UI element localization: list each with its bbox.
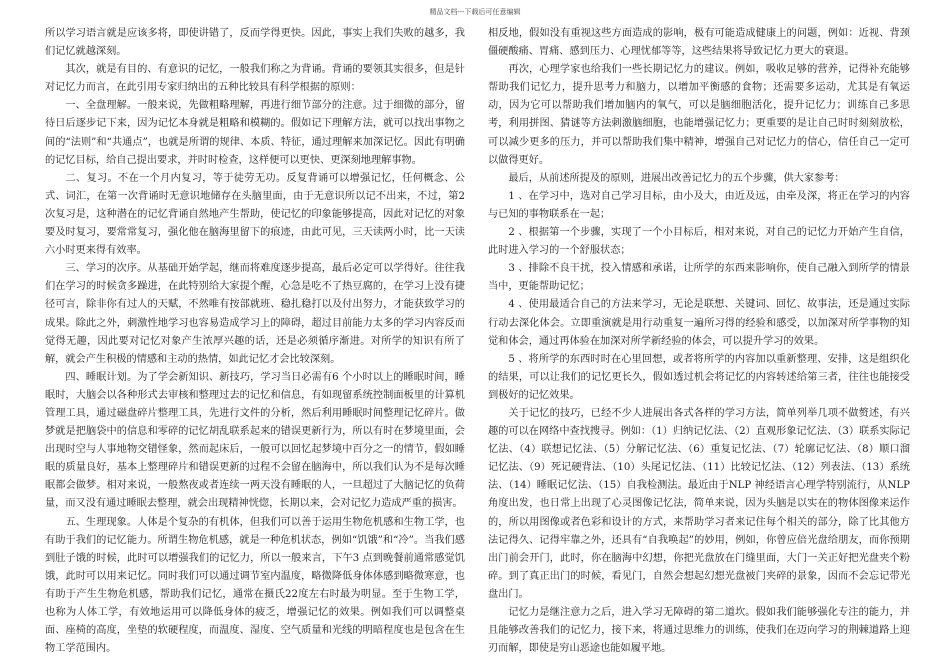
paragraph: 所以学习语言就是应该多将，即使讲错了，反而学得更快。因此，事实上我们失败的越多，我们记忆就越深刻。 — [45, 28, 465, 58]
left-column — [45, 25, 465, 658]
paragraph: 四、睡眠计划。为了学会新知识、新技巧，学习当日必需有6 个小时以上的睡眠时间，睡眠时，大脑会以各种形式去审核和整理过去的记忆和信息，有如现留系统控制面板里的计算机管理工具，通过磁盘碎片整理工具，先进行文件的分析，然后利用睡眠时间整理记忆碎片。做梦就是把脑袋中的信息和零碎的记忆胡乱联系起来的错误更新行为，所以有时在梦境里面，会出现时空与人事地物交错怪象，然而起床后，一般可以回忆起梦境中百分之一的情节，假如睡眠的质量良好，基本上整理碎片和错误更新的过程不会留在脑海中，所以我们认为不是每次睡眠都会做梦。相对来说，一般熬夜或者连续一两天没有睡眠的人，一旦超过了大脑记忆的负荷量，而又没有通过睡眠去整理，就会出现精神恍惚，长期以来，会对记忆力造成严重的损害。 — [45, 371, 465, 510]
right-column — [488, 25, 910, 658]
list-item: 2 、根据第一个步骤，实现了一个小目标后，相对来说，对自己的记忆力开始产生自信，此时进入学习的一个舒服状态； — [488, 227, 910, 257]
list-item: 4 、使用最适合自己的方法来学习，无论是联想、关键词、回忆、故事法，还是通过实际行动去深化体会。立即重演就是用行动重复一遍所习得的经验和感受，以加深对所学事物的知觉和体会，通过再体验在加深对所学新经验的体会，可以提升学习的效果。 — [488, 299, 910, 347]
paragraph: 一、全盘理解。一般来说，先做粗略理解，再进行细节部分的注意。过于细微的部分，留待日后逐步记下来，因为记忆本身就是粗略和模糊的。假如记下理解方法，就可以找出事物之间的“法则”和“共通点”，也就是所谓的规律、本质、特征，通过理解来加深记忆。因此有明确的记忆目标，给自己提出要求，并时时检查，这样便可以更快、更深刻地理解事物。 — [45, 100, 465, 166]
list-item: 3 、排除不良干扰，投入情感和承诺，让所学的东西来影响你，使自己融入到所学的情景当中，更能帮助记忆； — [488, 263, 910, 293]
paragraph: 关于记忆的技巧，已经不少人进展出各式各样的学习方法，简单列举几项不做赘述，有兴趣的可以在网络中查找搜寻。例如：（1）归纳记忆法、（2）直观形象记忆法、（3）联系实际记忆法、（4）联想记忆法、（5）分解记忆法、（6）重复记忆法、（7）轮廓记忆法、（8）顺口溜记忆法、（9）死记硬背法、（10）头尾记忆法、（11）比较记忆法、（12）列表法、（13）系统法、（14）睡眠记忆法、（15）自我检测法。最近由于NLP 神经语言心理学特别流行，从NLP 角度出发，也日常上出现了心灵图像记忆法，简单来说，因为头脑是以实在的物体图像来运作的，所以用图像或者色彩和设计的方式，来帮助学习者来记住每个相关的部分，除了比其他方法记得久、记得牢靠之外，还具有“自我唤起”的妙用，例如，你曾应倍光盘给朋友，而你预期出门前会开门，此时，你在脑海中幻想，你把光盘放在门缝里面，大门一关正好把光盘夹个粉碎。到了真正出门的时候，看见门，自然会想起幻想光盘被门夹碎的景象，因而不会忘记带光盘出门。 — [488, 407, 910, 600]
paragraph: 相反地，假如没有重视这些方面造成的影响，极有可能造成健康上的问题，例如：近视、背颈僵硬酸痛、胃痛、感到压力、心理忧郁等等，这些结果将导致记忆力更大的衰退。 — [488, 28, 910, 58]
list-item: 1 、在学习中，选对自己学习目标，由小及大，由近及远，由牵及深，将正在学习的内容与已知的事物联系在一起； — [488, 190, 910, 220]
paragraph: 五、生理现象。人体是个复杂的有机体，但我们可以善于运用生物危机感和生物工学，也有助于我们的记忆能力。所谓生物危机感，就是一种危机状态，例如“饥饿”和“冷”。当我们感到肚子饿的时候，此时可以增强我们的记忆力，所以一般来言，下午3 点到晚餐前通常感觉饥饿，此时可以用来记忆。同时我们可以通过调节室内温度，略微降低身体体感到略微寒意，也有助于产生生物危机感，帮助我们记忆，通常在摄氏22度左右时最为明显。至于生物工学，也称为人体工学，有效地运用可以降低身体的疲乏，增强记忆的效果。例如我们可以调整桌面、座椅的高度，坐垫的软硬程度，而温度、湿度、空气质量和光线的明暗程度也是包含在生物工学范围内。 — [45, 516, 465, 655]
paragraph: 其次，就是有目的、有意识的记忆，一般我们称之为背诵。背诵的要领其实很多，但是针对记忆力而言，在此引用专家归纳出的五种比较具有科学根据的原则： — [45, 64, 465, 94]
paragraph: 记忆力是继注意力之后，进入学习无障碍的第二道坎。假如我们能够强化专注的能力，并且能够改善我们的记忆力，接下来，将通过思维力的训练，使我们在迈向学习的荆棘道路上迎刃而解，即使是穷山恶途也能如履平地。 — [488, 607, 910, 655]
paragraph: 三、学习的次序。从基础开始学起，继而将难度逐步提高，最后必定可以学得好。往往我们在学习的时候贪多躁进，在此特别给大家提个醒，心急是吃不了热豆腐的，在学习上没有捷径可言，除非你有过人的天赋，不然唯有按部就班、稳扎稳打以及付出努力，才能获致学习的成果。除此之外，刺激性地学习也容易造成学习上的障碍，超过目前能力太多的学习内容反而觉得无趣，因此要对记忆对象产生浓厚兴趣的话，还是必须循序渐进。对所学的知识有所了解，就会产生积极的情感和主动的热情，如此记忆才会比较深刻。 — [45, 263, 465, 365]
paragraph: 最后，从前述所提及的原则，进展出改善记忆力的五个步骤，供大家参考： — [508, 172, 845, 184]
paragraph: 二、复习。不在一个月内复习，等于徒劳无功。反复背诵可以增强记忆，任何概念、公式、词汇，在第一次背诵时无意识地储存在头脑里面，由于无意识所以记不出来，不过，第2 次复习是，这种潜在的记忆背诵自然地产生帮助，使记忆的印象能够提高，因此对记忆的对象要及时复习，要常常复习，强化他在脑海里留下的痕迹，由此可见，三天读两小时，比一天读六小时更来得有效率。 — [45, 172, 465, 257]
list-item: 5 、将所学的东西时时在心里回想，或者将所学的内容加以重新整理、安排，这是组织化的结果，可以让我们的记忆更长久，假如透过机会将记忆的内容转述给第三者，往往也能接受到极好的记忆效果。 — [488, 353, 910, 401]
paragraph: 再次，心理学家也给我们一些长期记忆力的建议。例如，吸收足够的营养，记得补充能够帮助我们记忆力，提升思考力和脑力，以增加平衡感的食物；还需要多运动，尤其是有氧运动，因为它可以帮助我们增加脑内的氧气，可以是脑细胞活化，提升记忆力；训练自己多思考，利用拼图、猜谜等方法刺激脑细胞，也能增强记忆力；更重要的是让自己时时刻刻放松，可以减少更多的压力，并可以帮助我们集中精神，增强自己对记忆力的信心，信任自己一定可以做得更好。 — [488, 64, 910, 166]
page-header: 精品文档---下载后可任意编辑 — [429, 8, 521, 16]
